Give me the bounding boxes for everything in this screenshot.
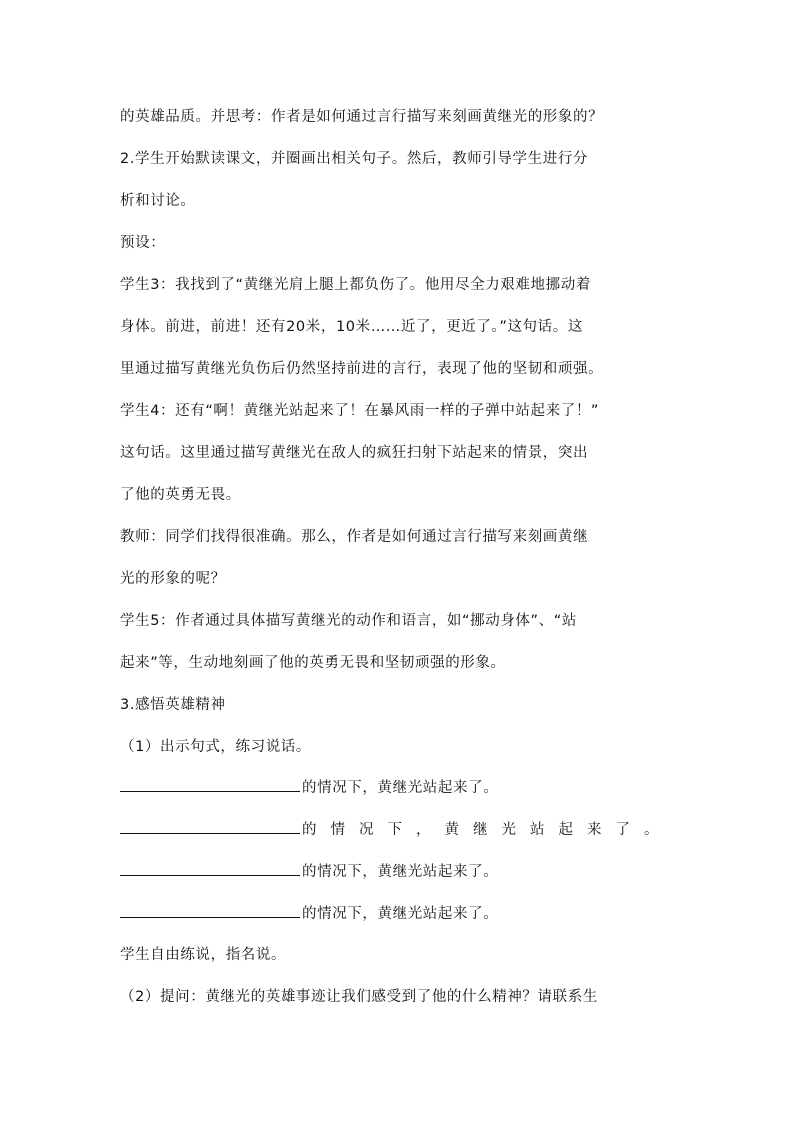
text-line: 了他的英勇无畏。 xyxy=(120,487,241,503)
fill-blank-line xyxy=(120,903,498,924)
fill-blank-line xyxy=(120,861,498,882)
text-line: 光的形象的呢？ xyxy=(120,571,226,587)
text-line: 起来”等，生动地刻画了他的英勇无畏和坚韧顽强的形象。 xyxy=(120,655,506,671)
text-line: 身体。前进，前进！还有20米，10米……近了，更近了。”这句话。这 xyxy=(120,319,583,335)
text-line: （1）出示句式，练习说话。 xyxy=(120,739,312,755)
text-line: 学生5：作者通过具体描写黄继光的动作和语言，如“挪动身体”、“站 xyxy=(120,613,577,629)
fill-blank-text: 的情况下，黄继光站起来了。 xyxy=(302,864,499,880)
fill-blank-line xyxy=(120,777,498,798)
text-line: 教师：同学们找得很准确。那么，作者是如何通过言行描写来刻画黄继 xyxy=(120,529,589,545)
section-heading: 3.感悟英雄精神 xyxy=(120,697,226,713)
blank-underline xyxy=(120,903,300,918)
fill-blank-text: 的情况下，黄继光站起来了。 xyxy=(302,780,499,796)
text-line: 析和讨论。 xyxy=(120,193,196,209)
blank-underline xyxy=(120,861,300,876)
text-line: （2）提问：黄继光的英雄事迹让我们感受到了他的什么精神？请联系生 xyxy=(120,989,598,1005)
text-line: 里通过描写黄继光负伤后仍然坚持前进的言行，表现了他的坚韧和顽强。 xyxy=(120,361,604,377)
text-line: 学生4：还有“啊！黄继光站起来了！在暴风雨一样的子弹中站起来了！” xyxy=(120,403,600,419)
text-line: 的英雄品质。并思考：作者是如何通过言行描写来刻画黄继光的形象的？ xyxy=(120,109,604,125)
blank-underline xyxy=(120,777,300,792)
fill-blank-text: 的情况下，黄继光站起来了。 xyxy=(302,822,673,838)
blank-underline xyxy=(120,819,300,834)
text-line: 学生自由练说，指名说。 xyxy=(120,947,287,963)
text-line: 2.学生开始默读课文，并圈画出相关句子。然后，教师引导学生进行分 xyxy=(120,151,589,167)
text-line: 学生3：我找到了“黄继光肩上腿上都负伤了。他用尽全力艰难地挪动着 xyxy=(120,277,591,293)
text-line: 这句话。这里通过描写黄继光在敌人的疯狂扫射下站起来的情景，突出 xyxy=(120,445,589,461)
fill-blank-line xyxy=(120,819,673,840)
fill-blank-text: 的情况下，黄继光站起来了。 xyxy=(302,906,499,922)
text-line: 预设： xyxy=(120,235,166,251)
